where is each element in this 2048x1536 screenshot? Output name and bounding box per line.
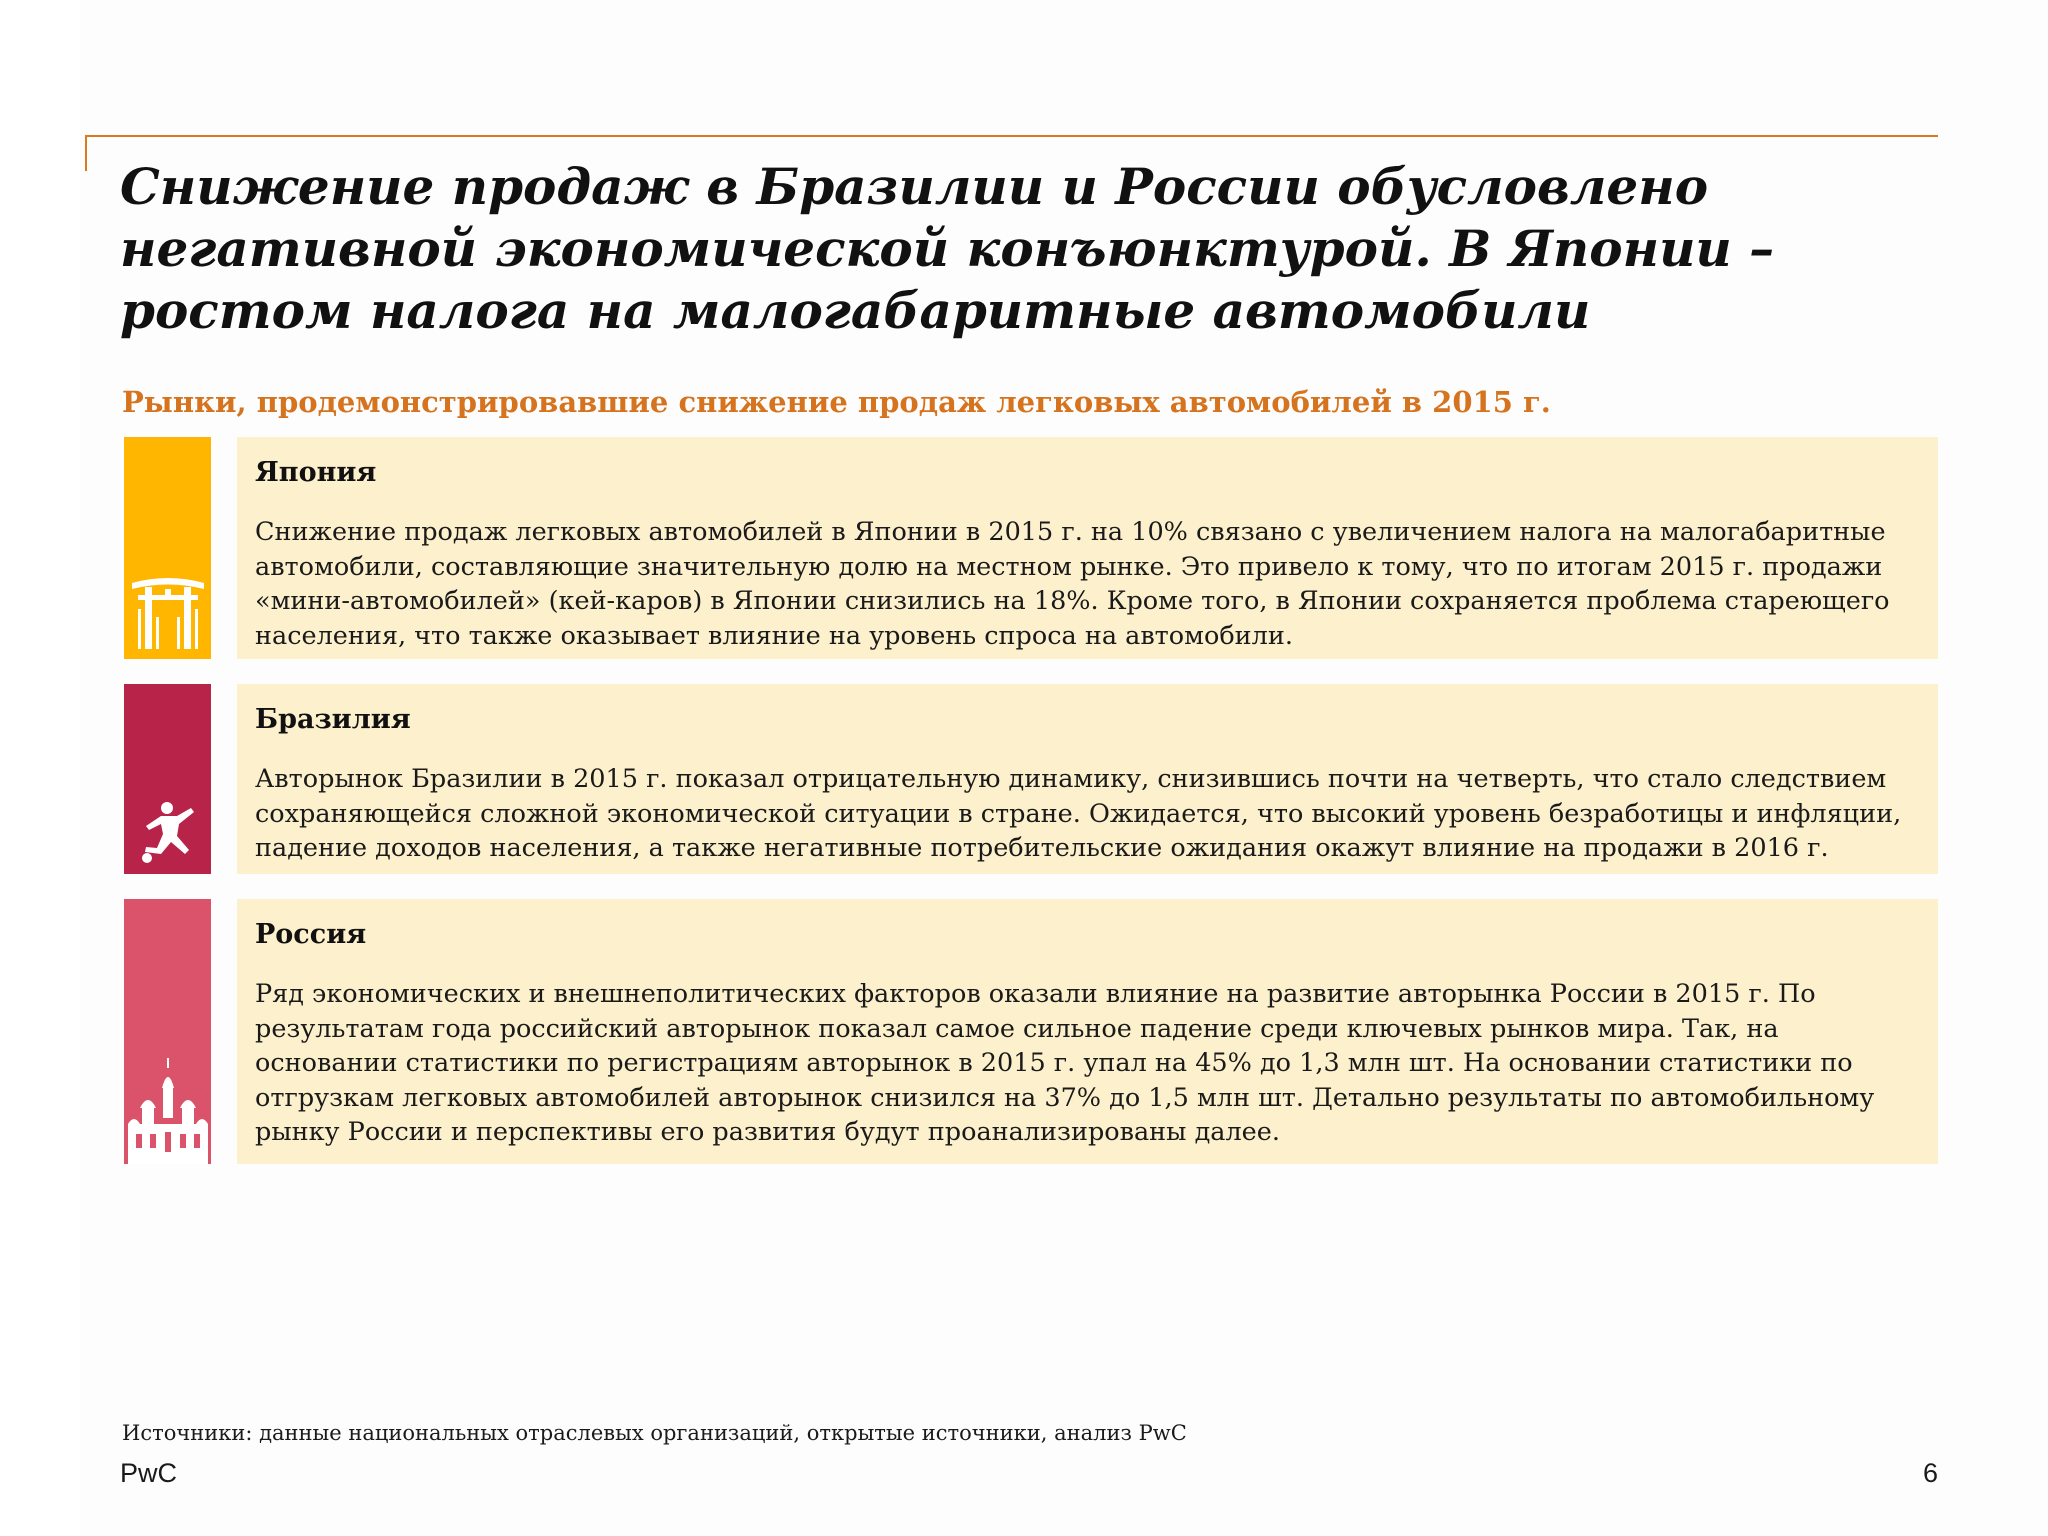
header-rule: [85, 135, 1938, 137]
source-note: Источники: данные национальных отраслевых организаций, открытые источники, анализ PwC: [122, 1421, 1187, 1445]
slide-title: Снижение продаж в Бразилии и России обусловлено негативной экономической конъюнктурой. В Японии – ростом налога на малогабаритные автомобили: [120, 157, 1775, 340]
japan-icon-bar: [124, 437, 211, 659]
page-number: 6: [1922, 1458, 1938, 1488]
russia-icon-bar: [124, 899, 211, 1164]
japan-text: Снижение продаж легковых автомобилей в Японии в 2015 г. на 10% связано с увеличением налога на малогабаритные автомобили, составляющие значительную долю на местном рынке. Это привело к тому, что по итогам 2015 г. продажи «мини-автомобилей» (кей-каров) в Японии снизились на 18%. Кроме того, в Японии сохраняется проблема стареющего населения, что также оказывает влияние на уровень спроса на автомобили.: [255, 517, 1890, 651]
russia-card: [237, 899, 1938, 1164]
header-rule-tick: [85, 135, 87, 171]
football-player-icon: [133, 796, 203, 866]
russia-text: Ряд экономических и внешнеполитических факторов оказали влияние на развитие авторынка России в 2015 г. По результатам года российский авторынок показал самое сильное падение среди ключевых рынков мира. Так, на основании статистики по регистрациям авторынок в 2015 г. упал на 45% до 1,3 млн шт. На основании статистики по отгрузкам легковых автомобилей авторынок снизился на 37% до 1,5 млн шт. Детально результаты по автомобильному рынку России и перспективы его развития будут проанализированы далее.: [255, 979, 1875, 1147]
brazil-title: Бразилия: [255, 704, 411, 735]
brazil-card: [237, 684, 1938, 874]
japan-title: Япония: [255, 457, 377, 488]
cathedral-icon: [126, 1058, 210, 1164]
japan-card: [237, 437, 1938, 659]
brand-label: PwC: [120, 1458, 178, 1488]
russia-title: Россия: [255, 919, 367, 950]
slide-subtitle: Рынки, продемонстрировавшие снижение продаж легковых автомобилей в 2015 г.: [122, 385, 1551, 419]
brazil-icon-bar: [124, 684, 211, 874]
brazil-text: Авторынок Бразилии в 2015 г. показал отрицательную динамику, снизившись почти на четверть, что стало следствием сохраняющейся сложной экономической ситуации в стране. Ожидается, что высокий уровень безработицы и инфляции, падение доходов населения, а также негативные потребительские ожидания окажут влияние на продажи в 2016 г.: [255, 764, 1902, 863]
torii-gate-icon: [128, 569, 208, 649]
